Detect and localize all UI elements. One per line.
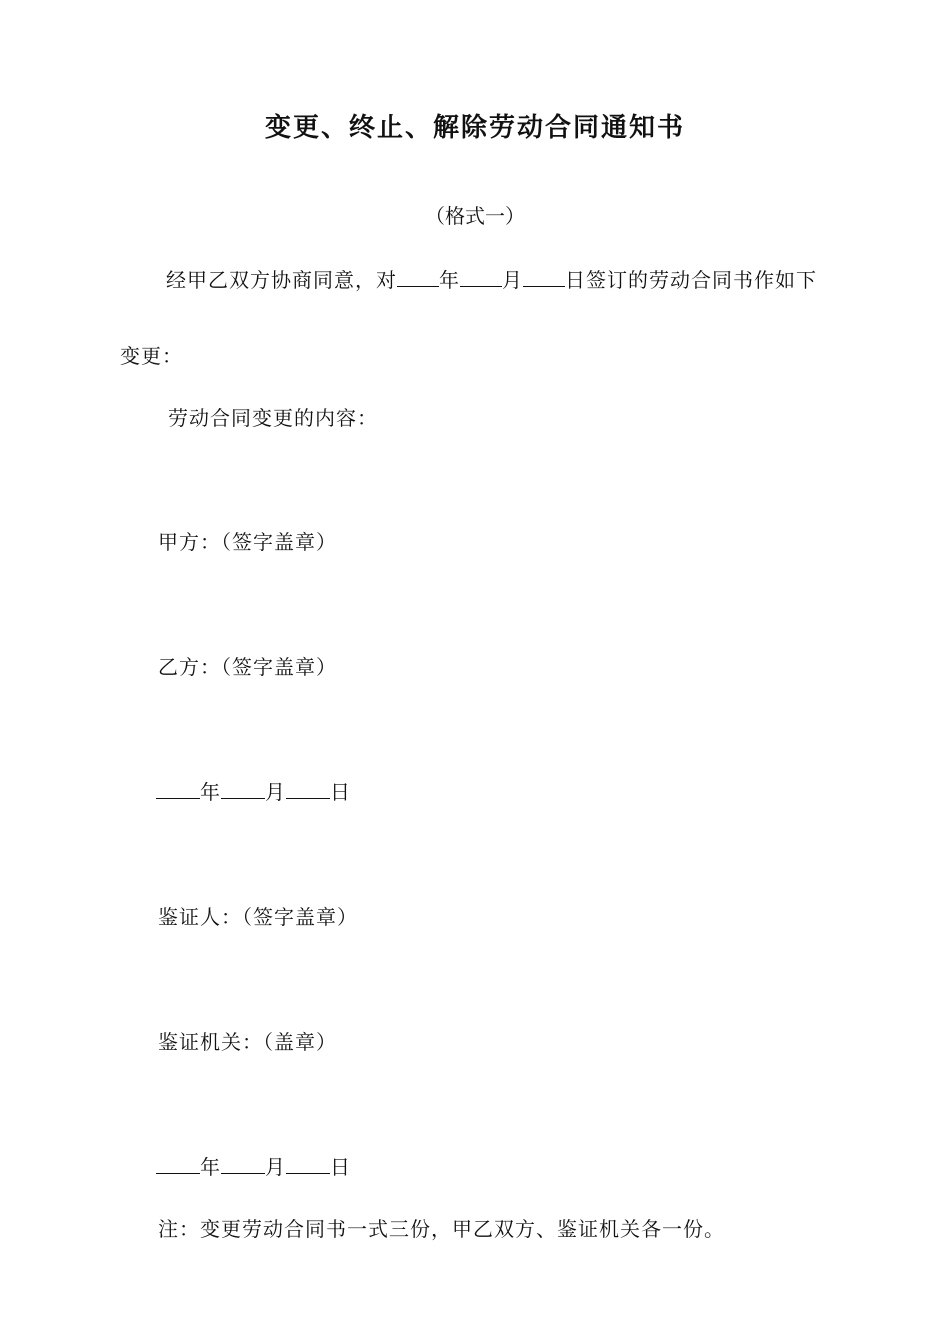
date-2-year-blank	[156, 1155, 200, 1174]
intro-day: 日签订的劳动合同书作如下	[565, 268, 817, 292]
date-1-day: 日	[330, 780, 351, 804]
witness-org-seal: 鉴证机关：（盖章）	[158, 1030, 337, 1054]
intro-year: 年	[439, 268, 460, 292]
witness-signature: 鉴证人：（签字盖章）	[158, 905, 358, 929]
month-blank	[460, 268, 502, 287]
date-1-month: 月	[265, 780, 286, 804]
day-blank	[523, 268, 565, 287]
year-blank	[397, 268, 439, 287]
date-2-month-blank	[221, 1155, 265, 1174]
footnote: 注：变更劳动合同书一式三份，甲乙双方、鉴证机关各一份。	[158, 1217, 725, 1241]
date-1-year: 年	[200, 780, 221, 804]
date-2-day: 日	[330, 1155, 351, 1179]
date-2-year: 年	[200, 1155, 221, 1179]
party-a-signature: 甲方：（签字盖章）	[158, 530, 337, 554]
date-line-1	[156, 778, 351, 806]
date-line-2	[156, 1153, 351, 1181]
format-label: （格式一）	[425, 204, 525, 228]
document-title: 变更、终止、解除劳动合同通知书	[264, 113, 685, 143]
date-2-month: 月	[265, 1155, 286, 1179]
date-2-day-blank	[286, 1155, 330, 1174]
date-1-month-blank	[221, 780, 265, 799]
change-content-label: 劳动合同变更的内容：	[168, 406, 378, 430]
intro-prefix: 经甲乙双方协商同意，对	[166, 268, 397, 292]
date-1-year-blank	[156, 780, 200, 799]
intro-paragraph	[166, 266, 817, 294]
party-b-signature: 乙方：（签字盖章）	[158, 655, 337, 679]
intro-month: 月	[502, 268, 523, 292]
intro-continuation: 变更：	[120, 344, 183, 368]
date-1-day-blank	[286, 780, 330, 799]
